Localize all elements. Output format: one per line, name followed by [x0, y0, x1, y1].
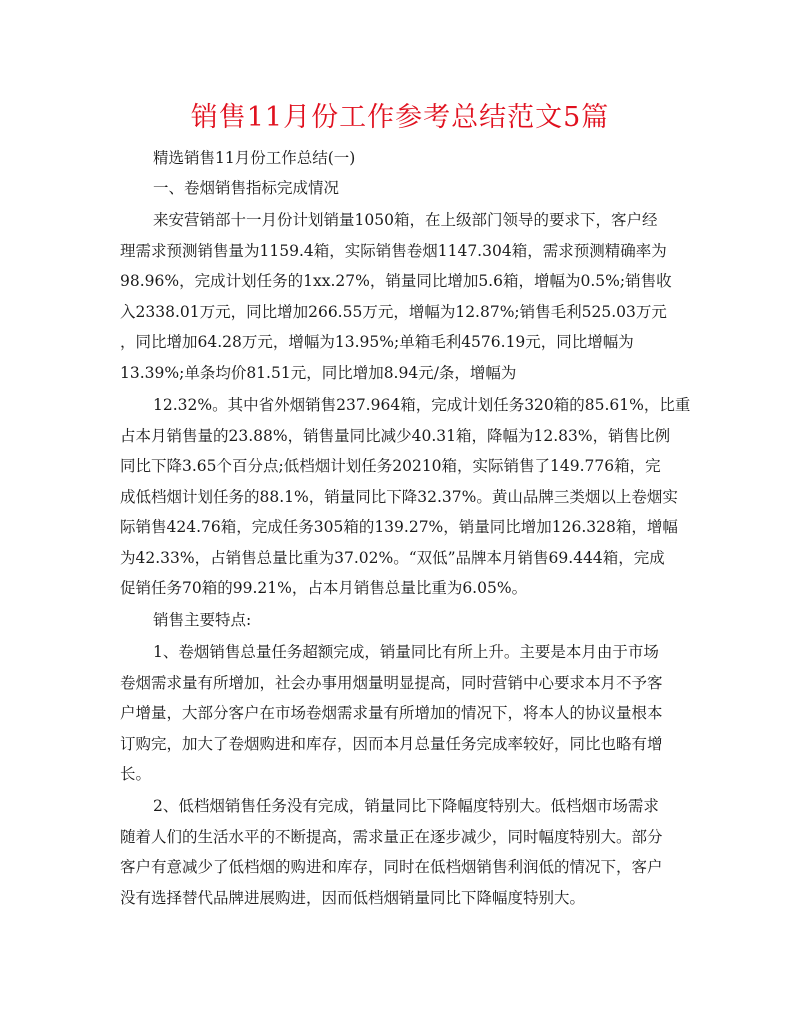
paragraph-line: 客户有意减少了低档烟的购进和库存，同时在低档烟销售利润低的情况下，客户: [120, 858, 663, 876]
paragraph-line: 占本月销售量的23.88%，销售量同比减少40.31箱，降幅为12.83%，销售比例: [120, 427, 671, 445]
paragraph-line: 户增量，大部分客户在市场卷烟需求量有所增加的情况下，将本人的协议量根本: [120, 704, 663, 722]
paragraph-line: 同比下降3.65个百分点;低档烟计划任务20210箱，实际销售了149.776箱，完: [120, 457, 661, 475]
paragraph-line: 理需求预测销售量为1159.4箱，实际销售卷烟1147.304箱，需求预测精确率为: [120, 242, 667, 260]
paragraph-line: 98.96%，完成计划任务的1xx.27%，销量同比增加5.6箱，增幅为0.5%;销售收: [120, 272, 672, 290]
paragraph-line: 1、卷烟销售总量任务超额完成，销量同比有所上升。主要是本月由于市场: [153, 643, 659, 661]
paragraph-line: 为42.33%，占销售总量比重为37.02%。“双低”品牌本月销售69.444箱，完成: [120, 549, 665, 567]
paragraph-line: 入2338.01万元，同比增加266.55万元，增幅为12.87%;销售毛利525.03万元: [120, 303, 667, 321]
paragraph-line: 13.39%;单条均价81.51元，同比增加8.94元/条，增幅为: [120, 364, 517, 382]
paragraph-line: 促销任务70箱的99.21%，占本月销售总量比重为6.05%。: [120, 579, 528, 597]
document-title: 销售11月份工作参考总结范文5篇: [190, 102, 610, 133]
section-heading: 销售主要特点:: [153, 611, 252, 629]
paragraph-line: 卷烟需求量有所增加，社会办事用烟量明显提高，同时营销中心要求本月不予客: [120, 674, 663, 692]
paragraph-line: 订购完，加大了卷烟购进和库存，因而本月总量任务完成率较好，同比也略有增: [120, 735, 663, 753]
paragraph-line: 没有选择替代品牌进展购进，因而低档烟销量同比下降幅度特别大。: [120, 889, 586, 907]
subtitle-line: 精选销售11月份工作总结(一): [153, 149, 356, 167]
paragraph-line: ，同比增加64.28万元，增幅为13.95%;单箱毛利4576.19元，同比增幅为: [120, 333, 634, 351]
section-heading: 一、卷烟销售指标完成情况: [153, 179, 340, 197]
paragraph-line: 际销售424.76箱，完成任务305箱的139.27%，销量同比增加126.328箱，增幅: [120, 518, 678, 536]
paragraph-line: 来安营销部十一月份计划销量1050箱，在上级部门领导的要求下，客户经: [153, 211, 658, 229]
paragraph-line: 2、低档烟销售任务没有完成，销量同比下降幅度特别大。低档烟市场需求: [153, 797, 659, 815]
paragraph-line: 12.32%。其中省外烟销售237.964箱，完成计划任务320箱的85.61%，比重: [153, 396, 691, 414]
paragraph-line: 成低档烟计划任务的88.1%，销量同比下降32.37%。黄山品牌三类烟以上卷烟实: [120, 488, 678, 506]
paragraph-line: 随着人们的生活水平的不断提高，需求量正在逐步减少，同时幅度特别大。部分: [120, 828, 663, 846]
paragraph-line: 长。: [120, 765, 152, 783]
